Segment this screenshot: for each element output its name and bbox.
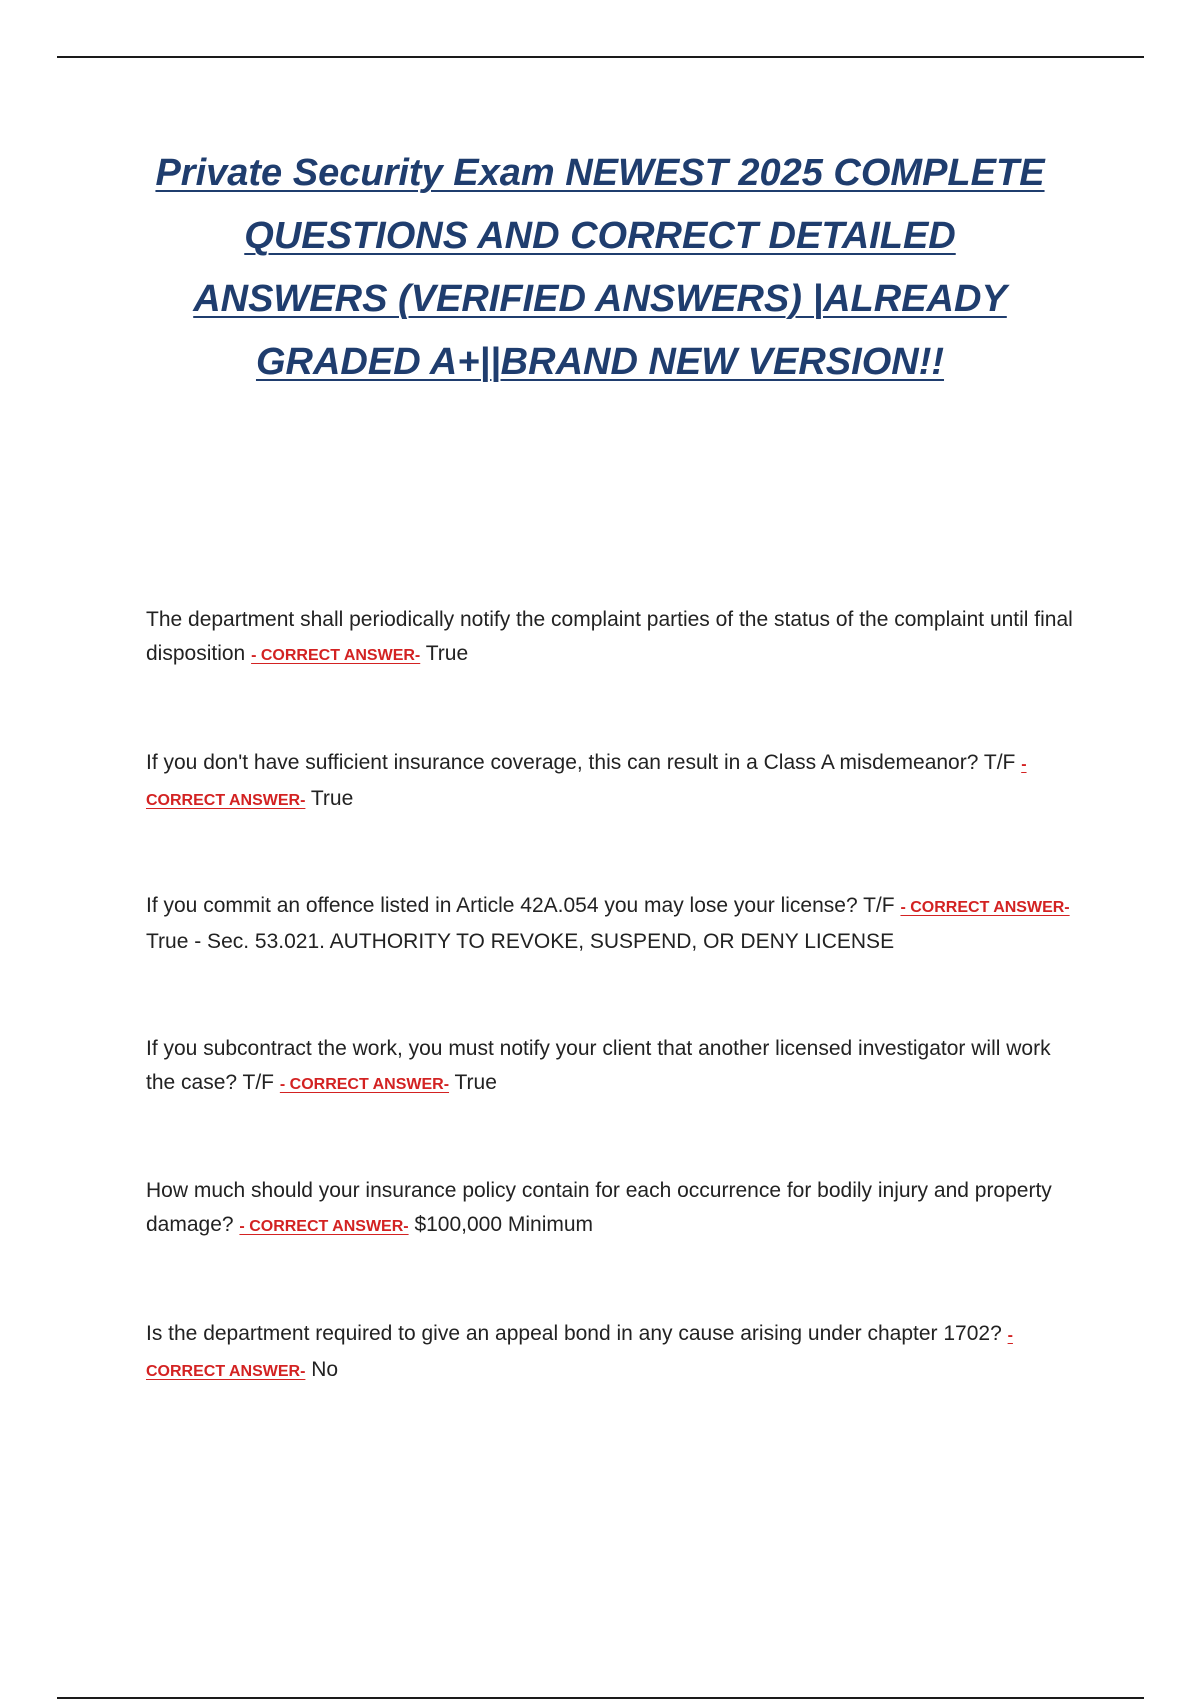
question-text: If you don't have sufficient insurance coverage, this can result in a Class A misdemeanor? T/F xyxy=(146,751,1016,774)
correct-answer-marker: - CORRECT ANSWER- xyxy=(900,899,1070,916)
question-text: How much should your insurance policy contain for each occurrence for bodily injury and property damage? xyxy=(146,1179,1052,1236)
answer-text: True xyxy=(310,787,354,810)
document-title: Private Security Exam NEWEST 2025 COMPLETE QUESTIONS AND CORRECT DETAILED ANSWERS (VERIFIED ANSWERS) |ALREADY GRADED A+||BRAND NEW VERSION!! xyxy=(155,152,1045,383)
bottom-rule xyxy=(57,1697,1144,1699)
top-rule xyxy=(57,56,1144,58)
answer-text: True - Sec. 53.021. AUTHORITY TO REVOKE, SUSPEND, OR DENY LICENSE xyxy=(146,930,895,953)
correct-answer-marker: - CORRECT ANSWER- xyxy=(251,647,421,664)
answer-text: $100,000 Minimum xyxy=(414,1213,594,1236)
question-text: Is the department required to give an appeal bond in any cause arising under chapter 1702? xyxy=(146,1322,1002,1345)
qa-item-2 xyxy=(146,746,1081,818)
question-text: If you subcontract the work, you must notify your client that another licensed investigator will work the case? T/F xyxy=(146,1037,1051,1094)
qa-item-3 xyxy=(146,889,1081,959)
correct-answer-marker: - CORRECT ANSWER- xyxy=(146,756,1027,809)
qa-item-5 xyxy=(146,1174,1081,1244)
qa-item-1 xyxy=(146,603,1081,673)
question-text: If you commit an offence listed in Article 42A.054 you may lose your license? T/F xyxy=(146,894,895,917)
answer-text: True xyxy=(425,642,469,665)
qa-item-6 xyxy=(146,1317,1081,1389)
correct-answer-marker: - CORRECT ANSWER- xyxy=(239,1218,409,1235)
qa-item-4 xyxy=(146,1032,1081,1102)
answer-text: No xyxy=(311,1358,339,1381)
question-text: The department shall periodically notify the complaint parties of the status of the complaint until final disposition xyxy=(146,608,1073,665)
correct-answer-marker: - CORRECT ANSWER- xyxy=(146,1327,1013,1380)
answer-text: True xyxy=(454,1071,497,1094)
correct-answer-marker: - CORRECT ANSWER- xyxy=(279,1076,450,1093)
